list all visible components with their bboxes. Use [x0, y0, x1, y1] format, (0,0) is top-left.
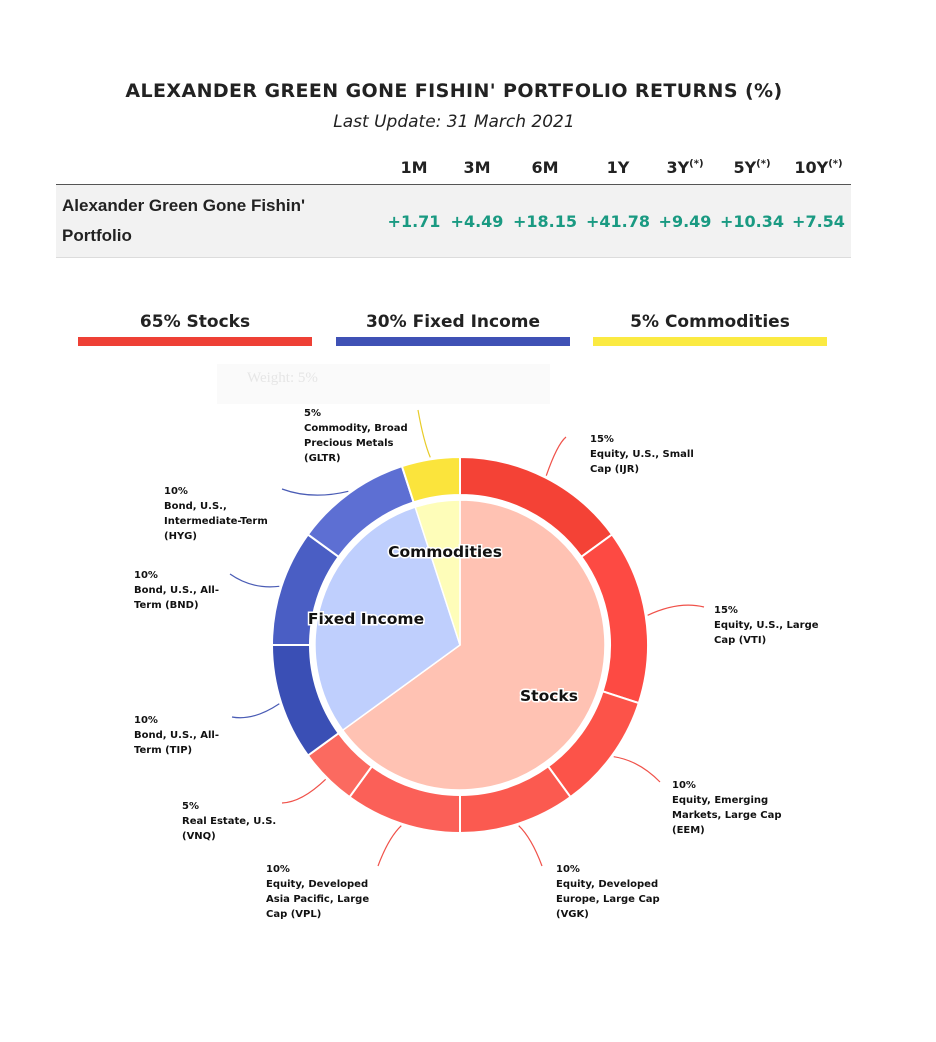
connector-line [282, 489, 348, 495]
connector-line [614, 757, 660, 782]
last-update: Last Update: 31 March 2021 [333, 112, 575, 132]
column-header: 1Y [584, 150, 652, 185]
connector-line [418, 410, 430, 457]
return-value: +9.49 [652, 185, 718, 258]
outer-slice-label: 15% Equity, U.S., Large Cap (VTI) [714, 605, 819, 646]
tooltip-text: Weight: 5% [247, 370, 318, 386]
portfolio-name: Alexander Green Gone Fishin' Portfolio [56, 185, 380, 258]
column-header: 3M [448, 150, 506, 185]
outer-slice-label: 10% Equity, Developed Asia Pacific, Large Cap (VPL) [266, 864, 370, 920]
allocation-label: 5% Commodities [630, 312, 790, 332]
outer-slice[interactable] [402, 457, 460, 502]
outer-slice-label: 10% Bond, U.S., Intermediate-Term (HYG) [164, 486, 268, 542]
connector-line [519, 826, 542, 866]
return-value: +18.15 [506, 185, 584, 258]
column-header: 6M [506, 150, 584, 185]
inner-slice-label: Fixed Income [307, 610, 425, 628]
column-header: 1M [380, 150, 448, 185]
outer-slice-label: 10% Equity, Emerging Markets, Large Cap (EEM) [672, 780, 782, 836]
outer-slice-label: 5% Real Estate, U.S. (VNQ) [182, 801, 277, 842]
return-value: +7.54 [786, 185, 851, 258]
connector-line [230, 574, 279, 587]
outer-slice-label: 15% Equity, U.S., Small Cap (IJR) [590, 434, 694, 475]
connector-line [232, 704, 279, 718]
connector-line [546, 437, 566, 476]
return-value: +41.78 [584, 185, 652, 258]
inner-slice-label: Stocks [520, 687, 578, 705]
inner-slice-label: Commodities [388, 543, 502, 561]
column-header: 10Y(*) [786, 150, 851, 185]
return-value: +1.71 [380, 185, 448, 258]
column-header: 3Y(*) [652, 150, 718, 185]
page-title: ALEXANDER GREEN GONE FISHIN' PORTFOLIO RETURNS (%) [125, 80, 783, 102]
allocation-label: 65% Stocks [139, 312, 251, 332]
return-value: +4.49 [448, 185, 506, 258]
outer-slice-label: 5% Commodity, Broad Precious Metals (GLTR) [304, 408, 408, 464]
column-header: 5Y(*) [718, 150, 786, 185]
connector-line [282, 779, 326, 803]
connector-line [378, 826, 401, 866]
outer-slice-label: 10% Equity, Developed Europe, Large Cap (VGK) [556, 864, 660, 920]
outer-slice-label: 10% Bond, U.S., All-Term (TIP) [134, 715, 219, 756]
connector-line [648, 605, 704, 615]
return-value: +10.34 [718, 185, 786, 258]
allocation-label: 30% Fixed Income [365, 312, 541, 332]
outer-slice-label: 10% Bond, U.S., All-Term (BND) [134, 570, 219, 611]
